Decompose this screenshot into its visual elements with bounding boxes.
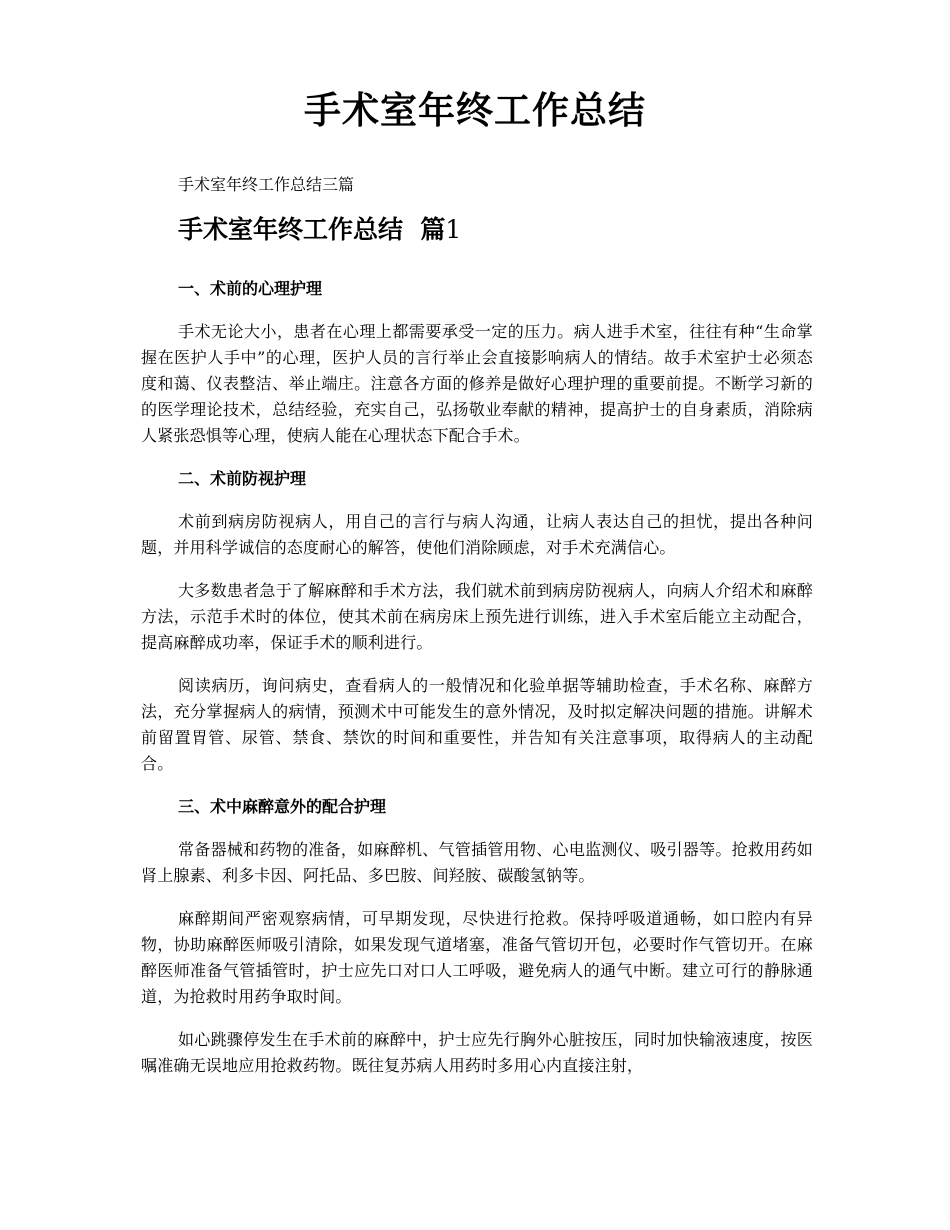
- paragraph: 如心跳骤停发生在手术前的麻醉中，护士应先行胸外心脏按压，同时加快输液速度，按医嘱准确无误地应用抢救药物。既往复苏病人用药时多用心内直接注射，: [141, 1030, 813, 1075]
- section-title-number: 1: [445, 215, 462, 244]
- paragraph: 大多数患者急于了解麻醉和手术方法，我们就术前到病房防视病人，向病人介绍术和麻醉方法，示范手术时的体位，使其术前在病房床上预先进行训练，进入手术室后能立主动配合，提高麻醉成功率，保证手术的顺利进行。: [141, 581, 813, 652]
- paragraph: 手术无论大小，患者在心理上都需要承受一定的压力。病人进手术室，往往有种“生命掌握在医护人手中”的心理，医护人员的言行举止会直接影响病人的情结。故手术室护士必须态度和蔼、仪表整洁、举止端庄。注意各方面的修养是做好心理护理的重要前提。不断学习新的的医学理论技术，总结经验，充实自己，弘扬敬业奉献的精神，提高护士的自身素质，消除病人紧张恐惧等心理，使病人能在心理状态下配合手术。: [141, 322, 813, 445]
- paragraph: 麻醉期间严密观察病情，可早期发现，尽快进行抢救。保持呼吸道通畅，如口腔内有异物，协助麻醉医师吸引清除，如果发现气道堵塞，准备气管切开包，必要时作气管切开。在麻醉医师准备气管插管时，护士应先口对口人工呼吸，避免病人的通气中断。建立可行的静脉通道，为抢救时用药争取时间。: [141, 909, 813, 1006]
- document-subtitle: 手术室年终工作总结三篇: [178, 175, 355, 194]
- document-body: [141, 276, 813, 1096]
- section-title: [178, 210, 461, 246]
- paragraph: 术前到病房防视病人，用自己的言行与病人沟通，让病人表达自己的担忧，提出各种问题，并用科学诚信的态度耐心的解答，使他们消除顾虑，对手术充满信心。: [141, 512, 813, 557]
- subheading-intraop-anesthesia-care: 三、术中麻醉意外的配合护理: [178, 797, 387, 816]
- subheading-preop-psychological-care: 一、术前的心理护理: [178, 279, 323, 298]
- paragraph: 常备器械和药物的准备，如麻醉机、气管插管用物、心电监测仪、吸引器等。抢救用药如肾上腺素、利多卡因、阿托品、多巴胺、间羟胺、碳酸氢钠等。: [141, 840, 813, 885]
- section-title-label: 手术室年终工作总结 篇: [178, 215, 446, 244]
- document-title: 手术室年终工作总结: [304, 89, 646, 132]
- subheading-preop-visit-care: 二、术前防视护理: [178, 469, 307, 488]
- paragraph: 阅读病历，询问病史，查看病人的一般情况和化验单据等辅助检查，手术名称、麻醉方法，充分掌握病人的病情，预测术中可能发生的意外情况，及时拟定解决问题的措施。讲解术前留置胃管、尿管、禁食、禁饮的时间和重要性，并告知有关注意事项，取得病人的主动配合。: [141, 676, 813, 773]
